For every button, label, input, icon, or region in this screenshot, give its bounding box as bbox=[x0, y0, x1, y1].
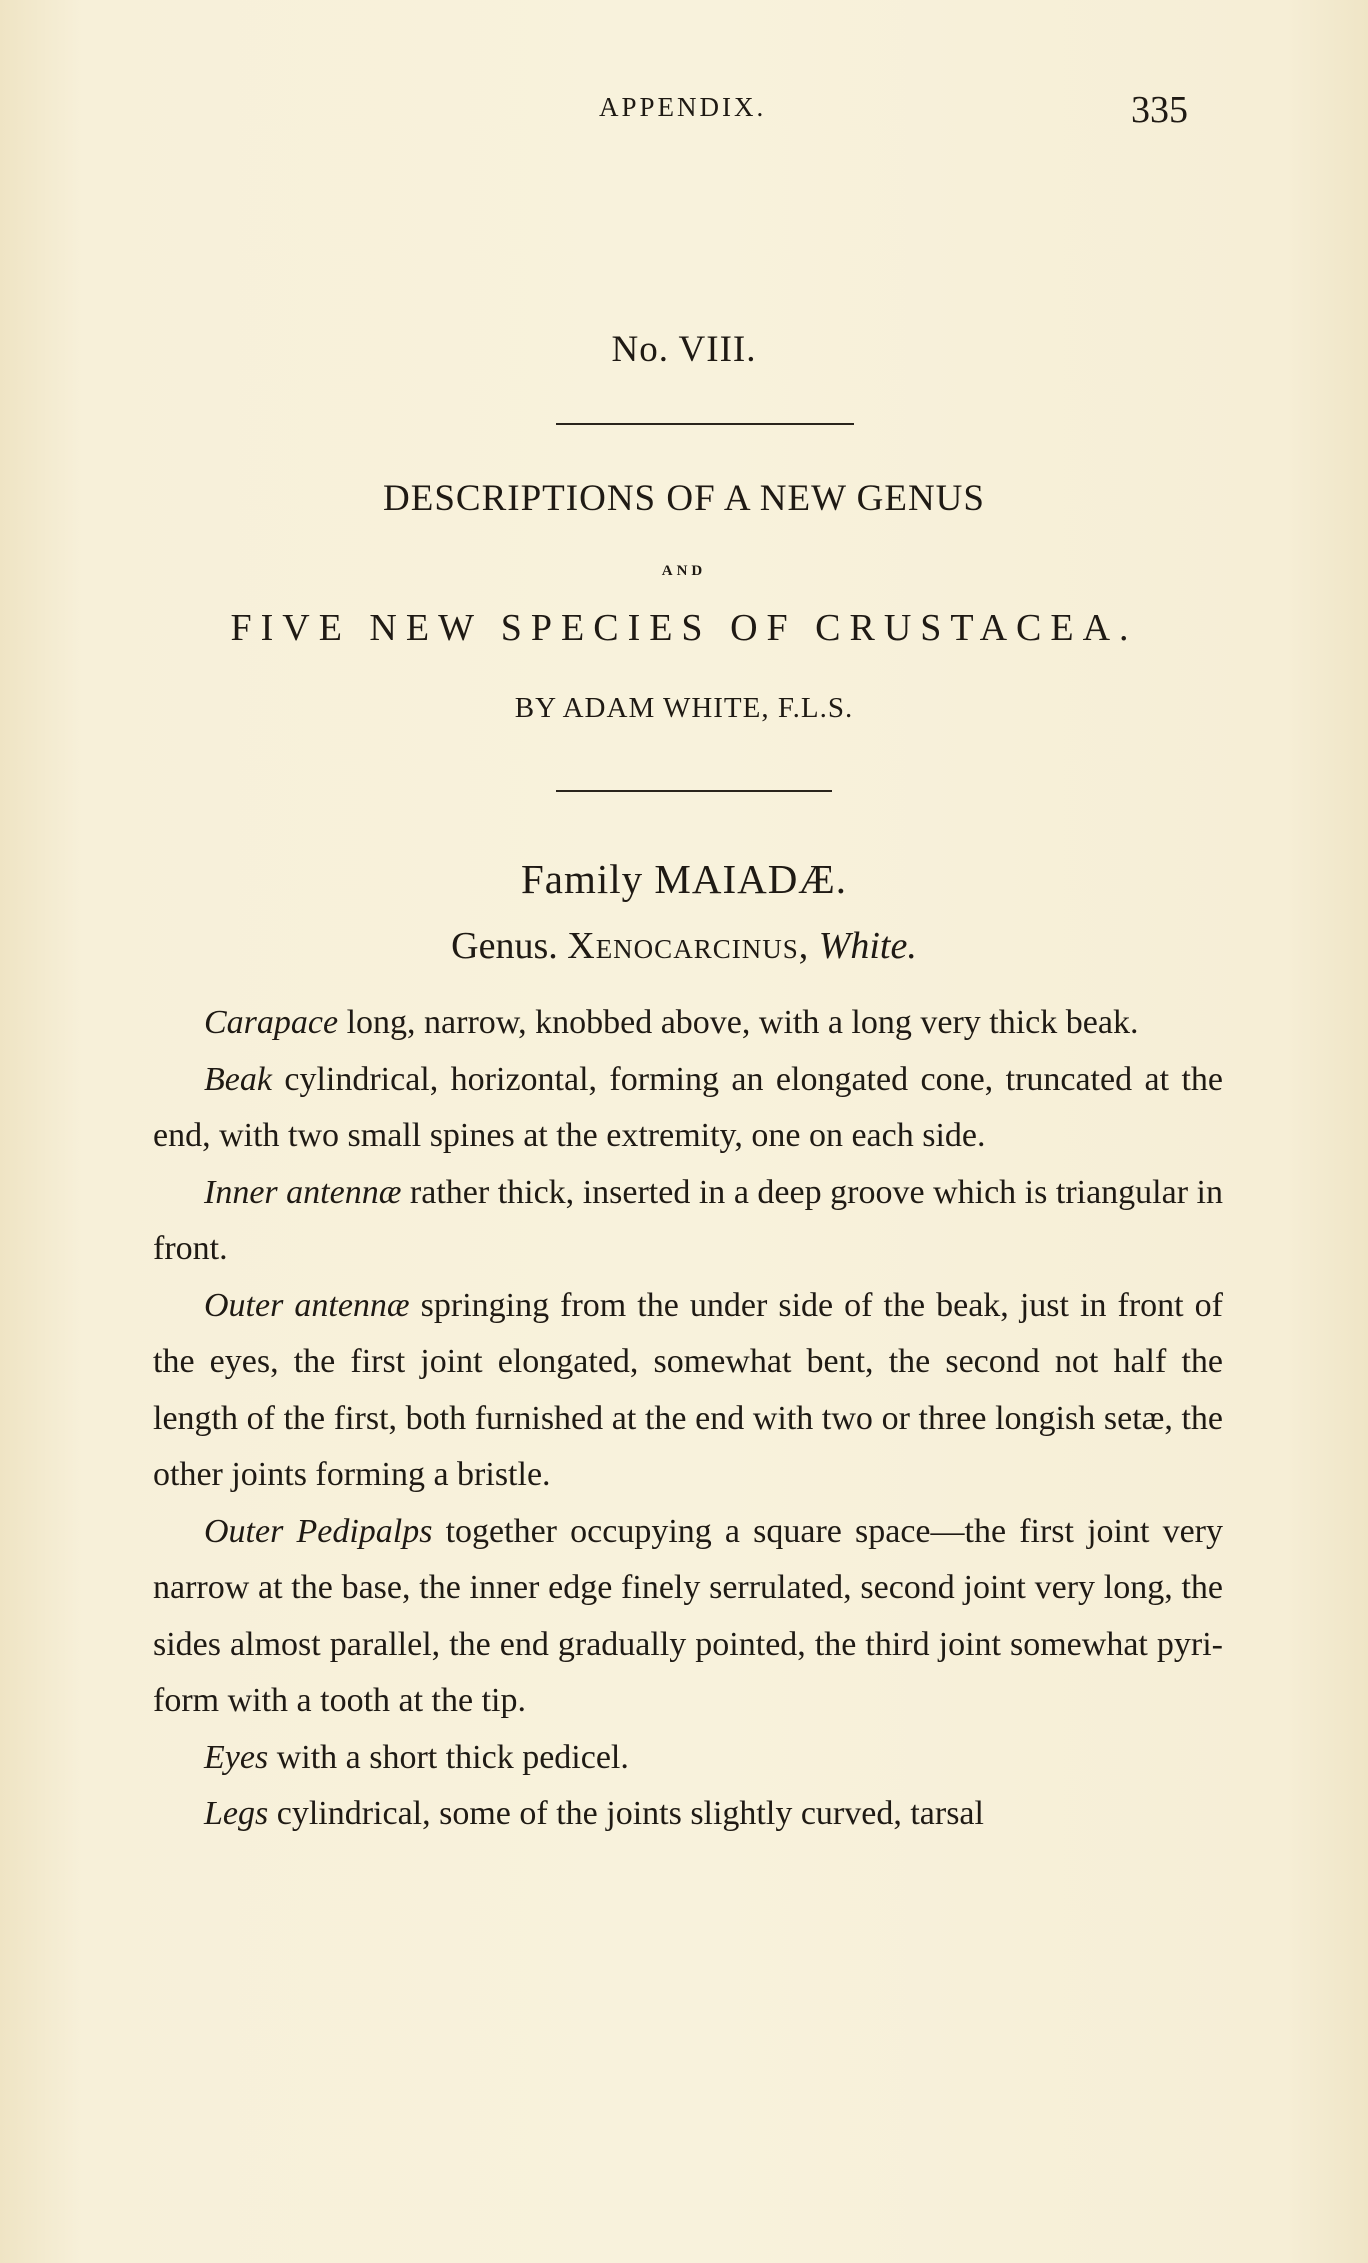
term-outer-antennae: Outer antennæ bbox=[204, 1286, 410, 1324]
text-eyes: with a short thick pedicel. bbox=[268, 1738, 629, 1776]
text-legs: cylindrical, some of the joints slightly curved, tarsal bbox=[268, 1795, 984, 1832]
title-conjunction: AND bbox=[661, 563, 707, 579]
genus-heading bbox=[0, 924, 1368, 968]
paragraph-beak bbox=[153, 1052, 1223, 1165]
term-beak: Beak bbox=[204, 1060, 272, 1098]
running-title: APPENDIX. bbox=[599, 92, 767, 122]
term-eyes: Eyes bbox=[204, 1738, 269, 1776]
page-number: 335 bbox=[1131, 89, 1188, 131]
text-beak: cylindrical, horizontal, forming an elongated cone, truncated at the end, with two small spines at the extremity, one on each side. bbox=[153, 1060, 1223, 1154]
genus-authority: White. bbox=[818, 925, 917, 967]
appendix-number: No. VIII. bbox=[611, 329, 757, 370]
text-outer-pedipalps: together occupying a square space—the first joint very narrow at the base, the inner edge finely serrulated, second joint very long, the sides almost parallel, the end gradually pointed, the third joint somewhat pyri-form with a tooth at the tip. bbox=[153, 1512, 1223, 1719]
paragraph-outer-pedipalps bbox=[153, 1504, 1223, 1730]
paragraph-legs bbox=[153, 1786, 1223, 1843]
term-inner-antennae: Inner antennæ bbox=[204, 1173, 402, 1211]
title-line-1: DESCRIPTIONS OF A NEW GENUS bbox=[383, 478, 985, 519]
paragraph-eyes bbox=[153, 1730, 1223, 1787]
paragraph-carapace bbox=[153, 995, 1223, 1052]
term-legs: Legs bbox=[204, 1795, 269, 1832]
paragraph-outer-antennae bbox=[153, 1278, 1223, 1504]
text-carapace: long, narrow, knobbed above, with a long very thick beak. bbox=[338, 1004, 1139, 1041]
family-heading: Family MAIADÆ. bbox=[520, 856, 848, 902]
text-inner-antennae: rather thick, inserted in a deep groove which is triangular in front. bbox=[153, 1173, 1224, 1267]
title-line-2: FIVE NEW SPECIES OF CRUSTACEA. bbox=[230, 607, 1138, 649]
term-outer-pedipalps: Outer Pedipalps bbox=[204, 1512, 433, 1550]
description-body bbox=[153, 995, 1223, 1843]
divider-rule-bottom bbox=[556, 790, 832, 792]
genus-name: Xenocarcinus, bbox=[567, 925, 810, 967]
author-line: BY ADAM WHITE, F.L.S. bbox=[514, 692, 854, 724]
paragraph-inner-antennae bbox=[153, 1165, 1223, 1278]
genus-prefix: Genus. bbox=[451, 925, 558, 967]
divider-rule-top bbox=[556, 423, 854, 425]
text-outer-antennae: springing from the under side of the beak, just in front of the eyes, the first joint elongated, somewhat bent, the second not half the length of the first, both furnished at the end with two or three longish setæ, the other joints forming a bristle. bbox=[153, 1286, 1223, 1493]
running-head bbox=[0, 89, 1368, 132]
term-carapace: Carapace bbox=[204, 1004, 339, 1041]
